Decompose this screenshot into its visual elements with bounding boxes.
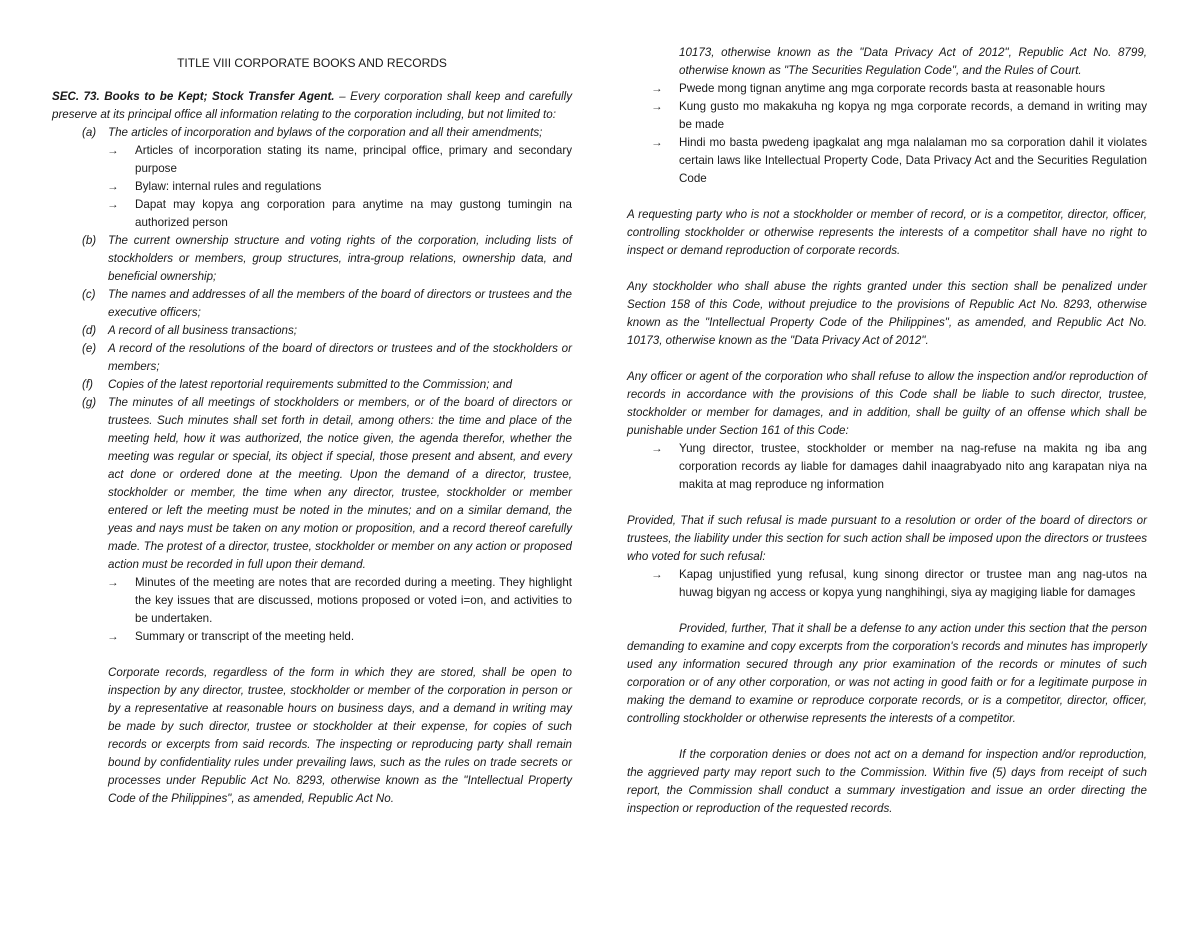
section-heading: SEC. 73. Books to be Kept; Stock Transfer Agent. bbox=[52, 90, 335, 103]
left-column bbox=[52, 54, 572, 808]
bullet-item bbox=[651, 566, 1147, 602]
arrow-icon: → bbox=[107, 180, 119, 193]
bullet-item bbox=[107, 178, 572, 196]
bullet-text: Dapat may kopya ang corporation para anytime na may gustong tumingin na authorized person bbox=[135, 198, 572, 229]
requesting-party-paragraph: A requesting party who is not a stockholder or member of record, or is a competitor, director, officer, controlling stockholder or otherwise represents the interests of a competitor shall have no right to inspect or demand reproduction of corporate records. bbox=[627, 208, 1147, 257]
corporation-denies-paragraph: If the corporation denies or does not act on a demand for inspection and/or reproduction, the aggrieved party may report such to the Commission. Within five (5) days from receipt of such report, the Commission shall conduct a summary investigation and issue an order directing the inspection or reproduction of the requested records. bbox=[627, 748, 1147, 815]
arrow-icon: → bbox=[651, 136, 663, 149]
bullet-item bbox=[107, 574, 572, 628]
item-label: (b) bbox=[82, 234, 97, 247]
stockholder-abuse-paragraph: Any stockholder who shall abuse the rights granted under this section shall be penalized under Section 158 of this Code, without prejudice to the provisions of Republic Act No. 8293, otherwise known as the "Intellectual Property Code of the Philippines", as amended, and Republic Act No. 10173, otherwise known as the "Data Privacy Act of 2012". bbox=[627, 280, 1147, 347]
arrow-icon: → bbox=[651, 442, 663, 455]
item-text: A record of the resolutions of the board of directors or trustees and of the stockholders or members; bbox=[108, 342, 572, 373]
arrow-icon: → bbox=[107, 144, 119, 157]
arrow-icon: → bbox=[651, 568, 663, 581]
bullet-text: Minutes of the meeting are notes that are recorded during a meeting. They highlight the key issues that are discussed, motions proposed or voted i=on, and activities to be undertaken. bbox=[135, 576, 572, 625]
provided-paragraph: Provided, That if such refusal is made pursuant to a resolution or order of the board of directors or trustees, the liability under this section for such action shall be imposed upon the directors or trustees who voted for such refusal: bbox=[627, 514, 1147, 563]
officer-refusal-paragraph: Any officer or agent of the corporation who shall refuse to allow the inspection and/or reproduction of records in accordance with the provisions of this Code shall be liable to such director, trustee, stockholder or member for damages, and in addition, shall be guilty of an offense which shall be punishable under Section 161 of this Code: bbox=[627, 370, 1147, 437]
bullet-item bbox=[107, 142, 572, 178]
section-intro: – Every corporation shall keep and carefully preserve at its principal office all information relating to the corporation including, but not limited to: bbox=[52, 90, 572, 121]
bullet-text: Summary or transcript of the meeting held. bbox=[135, 630, 355, 643]
section-73-paragraph bbox=[52, 88, 572, 124]
item-label: (c) bbox=[82, 288, 96, 301]
bullet-item bbox=[651, 80, 1147, 98]
item-label: (a) bbox=[82, 126, 97, 139]
arrow-icon: → bbox=[107, 198, 119, 211]
bullet-text: Kapag unjustified yung refusal, kung sinong director or trustee man ang nag-utos na huwag bigyan ng access or kopya yung nanghihingi, siya ay magiging liable for damages bbox=[679, 568, 1147, 599]
bullet-text: Kung gusto mo makakuha ng kopya ng mga corporate records, a demand in writing may be made bbox=[679, 100, 1147, 131]
provided-further-paragraph: Provided, further, That it shall be a defense to any action under this section that the person demanding to examine and copy excerpts from the corporation's records and minutes has improperly used any information secured through any prior examination of the records or minutes of such corporation or of any other corporation, or was not acting in good faith or for a legitimate purpose in making the demand to examine or reproduce corporate records, or is a competitor, director, officer, controlling stockholder or otherwise represents the interests of a competitor. bbox=[627, 622, 1147, 725]
corporate-records-paragraph: Corporate records, regardless of the form in which they are stored, shall be open to inspection by any director, trustee, stockholder or member of the corporation in person or by a representative at reasonable hours on business days, and a demand in writing may be made by such director, trustee or stockholder at their expense, for copies of such records or excerpts from said records. The inspecting or reproducing party shall remain bound by confidentiality rules under prevailing laws, such as the rules on trade secrets or processes under Republic Act No. 8293, otherwise known as the "Intellectual Property Code of the Philippines", as amended, Republic Act No. bbox=[108, 666, 572, 805]
item-text: A record of all business transactions; bbox=[108, 324, 298, 337]
continuation-paragraph: 10173, otherwise known as the "Data Privacy Act of 2012", Republic Act No. 8799, otherwise known as "The Securities Regulation Code", and the Rules of Court. bbox=[679, 46, 1147, 77]
list-item-c bbox=[82, 286, 572, 322]
item-label: (e) bbox=[82, 342, 97, 355]
bullet-item bbox=[651, 440, 1147, 494]
right-column bbox=[627, 44, 1147, 818]
arrow-icon: → bbox=[651, 100, 663, 113]
item-label: (g) bbox=[82, 396, 97, 409]
bullet-item bbox=[651, 98, 1147, 134]
bullet-text: Articles of incorporation stating its name, principal office, primary and secondary purpose bbox=[135, 144, 572, 175]
list-item-f bbox=[82, 376, 572, 394]
arrow-icon: → bbox=[107, 630, 119, 643]
list-item-a bbox=[82, 124, 572, 142]
arrow-icon: → bbox=[651, 82, 663, 95]
bullet-text: Hindi mo basta pwedeng ipagkalat ang mga nalalaman mo sa corporation dahil it violates certain laws like Intellectual Property Code, Data Privacy Act and the Securities Regulation Code bbox=[679, 136, 1147, 185]
bullet-text: Bylaw: internal rules and regulations bbox=[135, 180, 322, 193]
bullet-item bbox=[107, 628, 572, 646]
item-text: Copies of the latest reportorial requirements submitted to the Commission; and bbox=[108, 378, 513, 391]
item-label: (d) bbox=[82, 324, 97, 337]
list-item-g bbox=[82, 394, 572, 574]
list-item-b bbox=[82, 232, 572, 286]
item-label: (f) bbox=[82, 378, 93, 391]
bullet-item bbox=[651, 134, 1147, 188]
bullet-text: Yung director, trustee, stockholder or member na nag-refuse na makita ng iba ang corporation records ay liable for damages dahil inaagrabyado nito ang karapatan niya na makita at mag reproduce ng information bbox=[679, 442, 1147, 491]
item-text: The current ownership structure and voting rights of the corporation, including lists of stockholders or members, group structures, intra-group relations, ownership data, and beneficial ownership; bbox=[108, 234, 572, 283]
list-item-e bbox=[82, 340, 572, 376]
list-item-d bbox=[82, 322, 572, 340]
item-text: The names and addresses of all the members of the board of directors or trustees and the executive officers; bbox=[108, 288, 572, 319]
arrow-icon: → bbox=[107, 576, 119, 589]
document-title: TITLE VIII CORPORATE BOOKS AND RECORDS bbox=[177, 56, 447, 70]
item-text: The minutes of all meetings of stockholders or members, or of the board of directors or trustees. Such minutes shall set forth in detail, among others: the time and place of the meeting held, how it was authorized, the notice given, the agenda therefor, whether the meeting was regular or special, its object if special, those present and absent, and every act done or ordered done at the meeting. Upon the demand of a director, trustee, stockholder or member, the time when any director, trustee, stockholder or member entered or left the meeting must be noted in the minutes; and on a similar demand, the yeas and nays must be taken on any motion or proposition, and a record thereof carefully made. The protest of a director, trustee, stockholder or member on any action or proposed action must be recorded in full upon their demand. bbox=[108, 396, 572, 571]
item-text: The articles of incorporation and bylaws of the corporation and all their amendments; bbox=[108, 126, 543, 139]
bullet-item bbox=[107, 196, 572, 232]
bullet-text: Pwede mong tignan anytime ang mga corporate records basta at reasonable hours bbox=[679, 82, 1106, 95]
